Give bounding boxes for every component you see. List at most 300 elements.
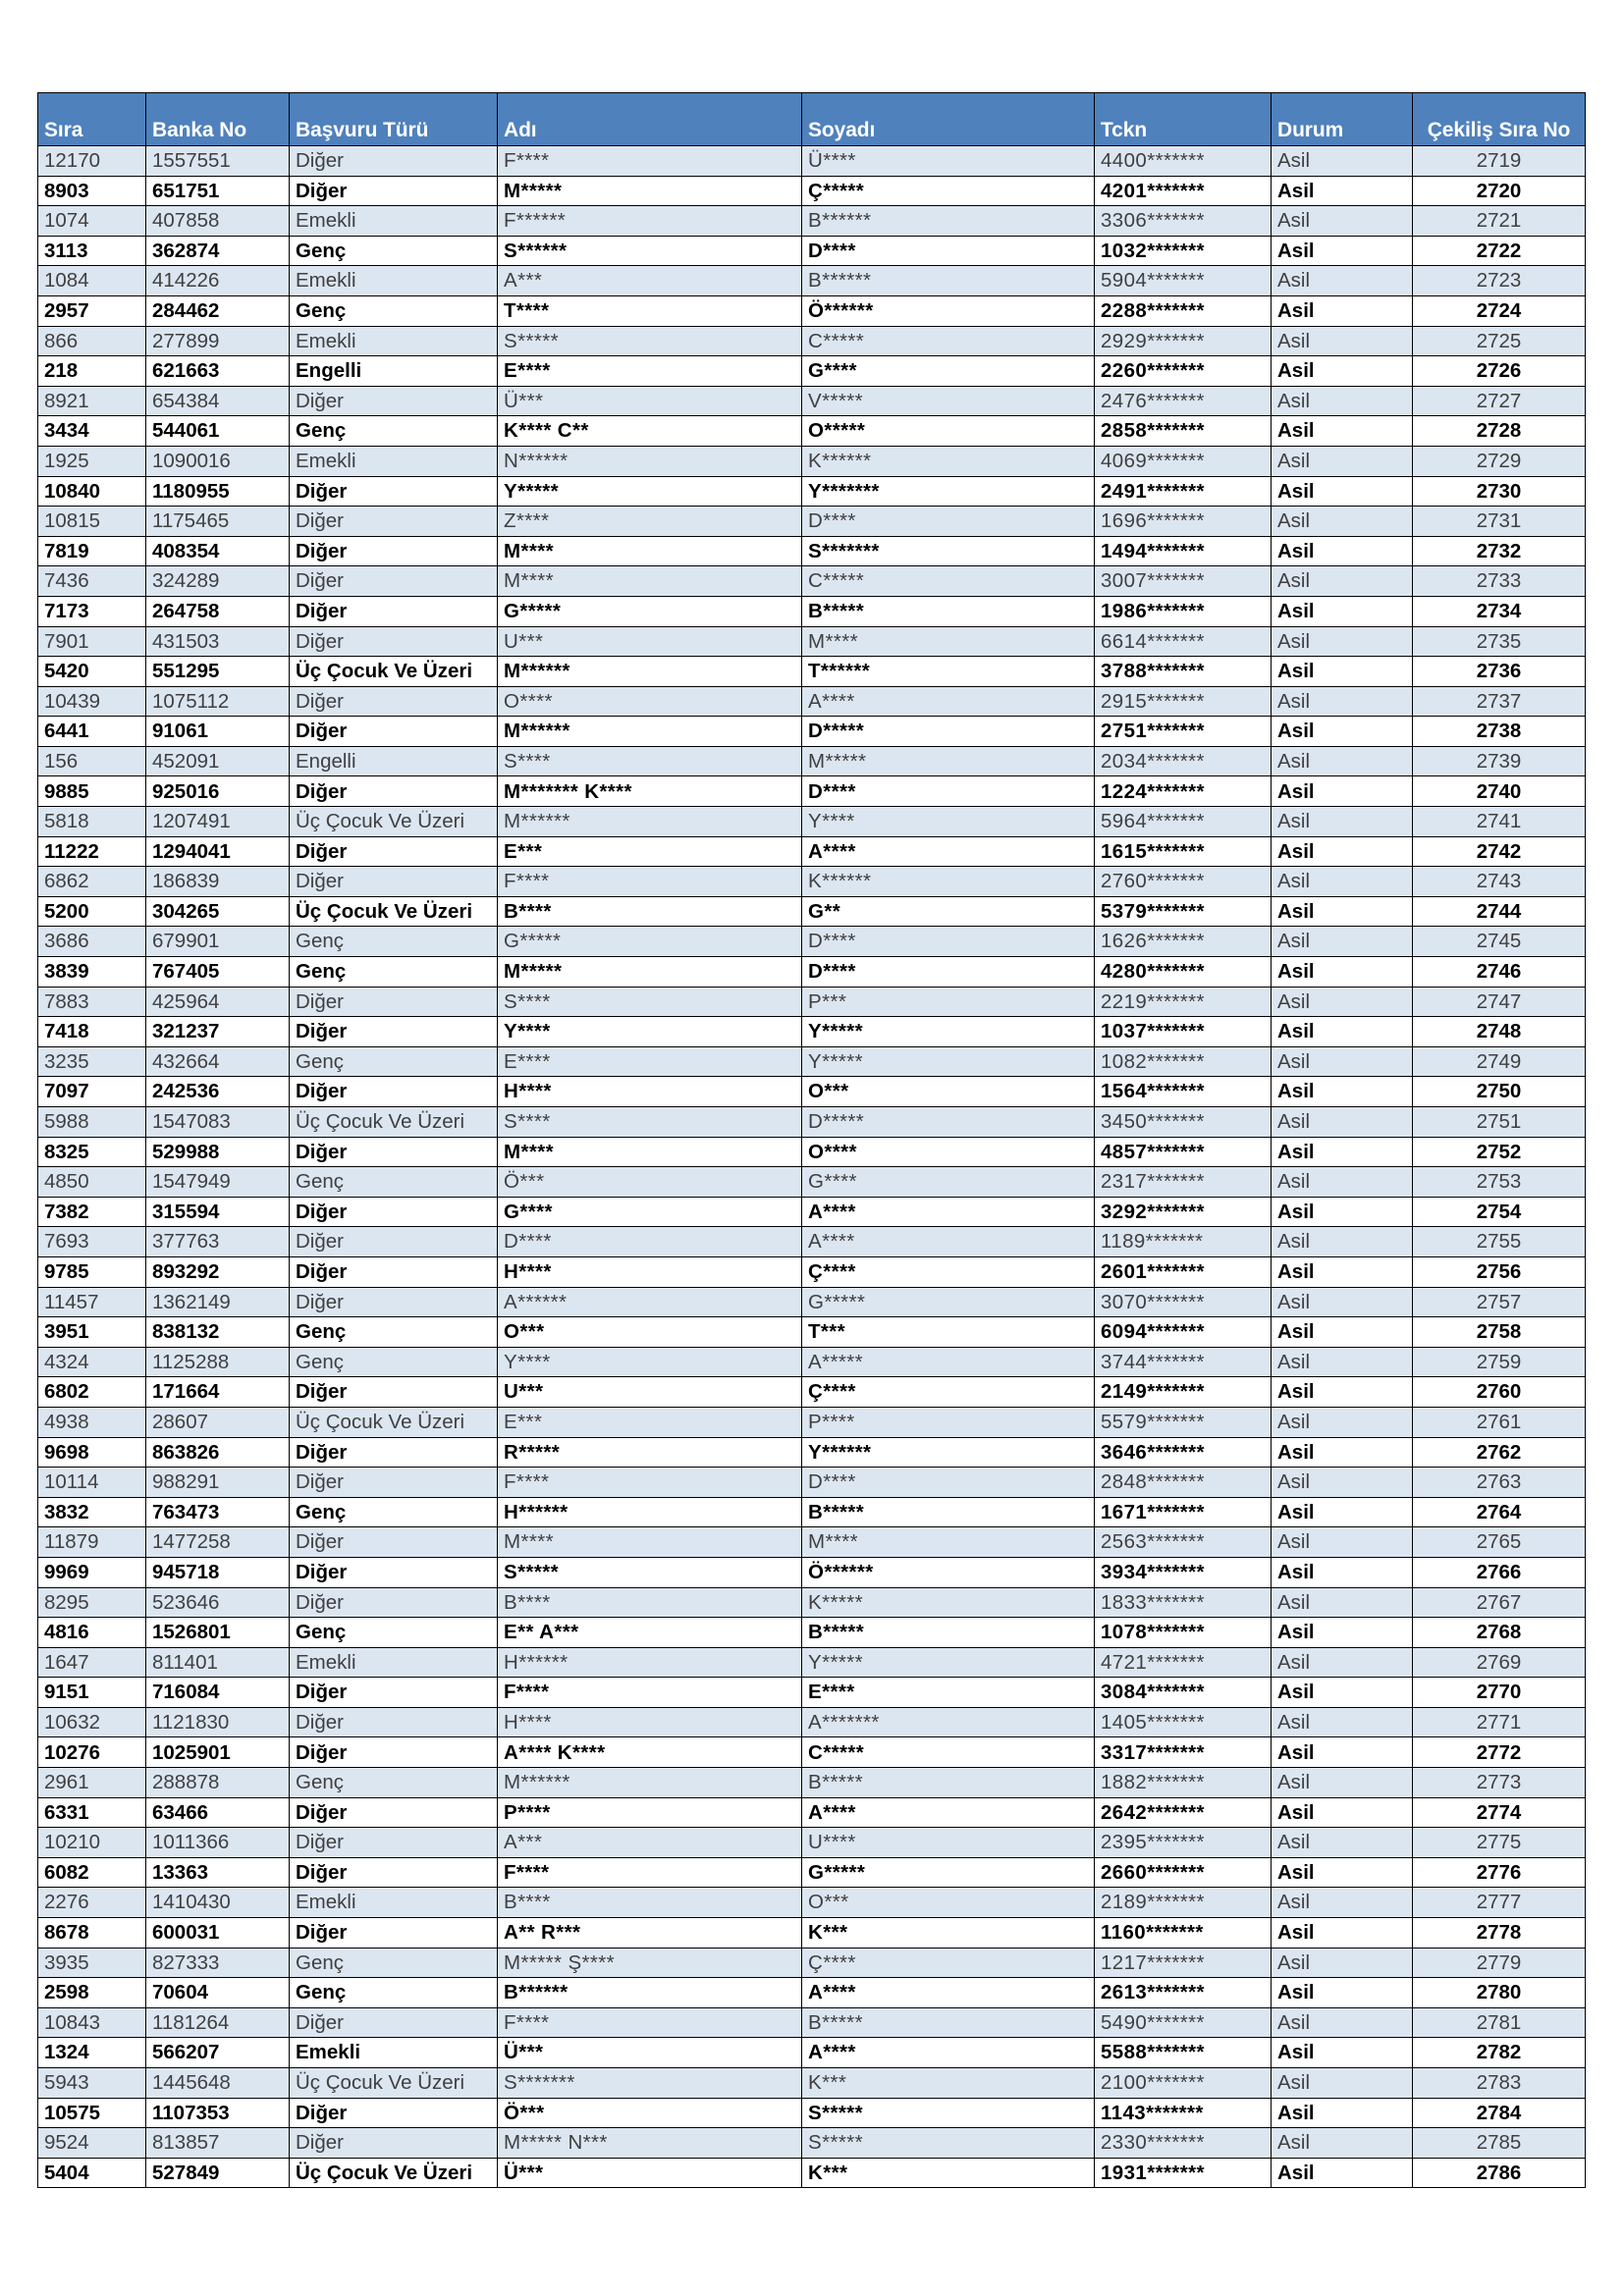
cell-durum: Asil [1272,266,1413,296]
cell-soyadi: Ç**** [802,1948,1095,1978]
column-header-cekilis[interactable]: Çekiliş Sıra No [1413,93,1586,146]
cell-banka: 988291 [146,1468,290,1498]
cell-basvuru: Genç [290,1317,498,1348]
table-row[interactable] [38,1678,1586,1708]
cell-cekilis: 2726 [1413,356,1586,387]
table-row[interactable] [38,596,1586,626]
cell-basvuru: Diğer [290,1707,498,1737]
column-header-soyadi[interactable]: Soyadı [802,93,1095,146]
table-row[interactable] [38,686,1586,717]
cell-adi: M****** [498,657,802,687]
cell-banka: 600031 [146,1918,290,1949]
cell-durum: Asil [1272,1618,1413,1648]
cell-adi: R***** [498,1437,802,1468]
cell-banka: 1526801 [146,1618,290,1648]
column-header-banka[interactable]: Banka No [146,93,290,146]
cell-basvuru: Diğer [290,566,498,597]
cell-soyadi: T*** [802,1317,1095,1348]
cell-basvuru: Üç Çocuk Ve Üzeri [290,2068,498,2099]
table-row[interactable] [38,536,1586,566]
cell-soyadi: A**** [802,686,1095,717]
cell-cekilis: 2746 [1413,957,1586,988]
cell-basvuru: Diğer [290,2128,498,2159]
table-row[interactable] [38,987,1586,1017]
cell-sira: 11222 [38,836,146,867]
table-row[interactable] [38,236,1586,266]
cell-banka: 945718 [146,1557,290,1587]
cell-adi: D**** [498,1227,802,1257]
cell-soyadi: B***** [802,1618,1095,1648]
cell-basvuru: Diğer [290,626,498,657]
cell-soyadi: K****** [802,446,1095,476]
cell-basvuru: Üç Çocuk Ve Üzeri [290,896,498,927]
table-row[interactable] [38,1978,1586,2008]
cell-banka: 767405 [146,957,290,988]
table-row[interactable] [38,146,1586,177]
cell-basvuru: Diğer [290,717,498,747]
column-header-basvuru[interactable]: Başvuru Türü [290,93,498,146]
table-row[interactable] [38,1287,1586,1317]
cell-basvuru: Diğer [290,146,498,177]
cell-adi: Ü*** [498,2158,802,2188]
cell-basvuru: Diğer [290,1527,498,1558]
column-header-tckn[interactable]: Tckn [1095,93,1272,146]
table-row[interactable] [38,746,1586,776]
cell-basvuru: Diğer [290,1828,498,1858]
cell-cekilis: 2743 [1413,867,1586,897]
cell-cekilis: 2757 [1413,1287,1586,1317]
cell-sira: 4850 [38,1167,146,1198]
cell-tckn: 1564******* [1095,1077,1272,1107]
cell-durum: Asil [1272,1948,1413,1978]
cell-cekilis: 2778 [1413,1918,1586,1949]
cell-tckn: 4069******* [1095,446,1272,476]
cell-tckn: 2915******* [1095,686,1272,717]
column-header-adi[interactable]: Adı [498,93,802,146]
cell-adi: B**** [498,896,802,927]
cell-soyadi: M***** [802,746,1095,776]
table-row[interactable] [38,1768,1586,1798]
table-row[interactable] [38,1618,1586,1648]
cell-tckn: 1037******* [1095,1017,1272,1047]
table-row[interactable] [38,1107,1586,1138]
table-row[interactable] [38,2098,1586,2128]
table-row[interactable] [38,1948,1586,1978]
table-row[interactable] [38,1918,1586,1949]
cell-durum: Asil [1272,927,1413,957]
cell-tckn: 4857******* [1095,1137,1272,1167]
cell-sira: 9785 [38,1256,146,1287]
cell-tckn: 3934******* [1095,1557,1272,1587]
table-row[interactable] [38,1587,1586,1618]
cell-tckn: 4400******* [1095,146,1272,177]
cell-sira: 10210 [38,1828,146,1858]
cell-banka: 1362149 [146,1287,290,1317]
table-row[interactable] [38,1497,1586,1527]
cell-tckn: 1032******* [1095,236,1272,266]
cell-tckn: 1143******* [1095,2098,1272,2128]
cell-soyadi: B***** [802,2007,1095,2038]
cell-banka: 1125288 [146,1347,290,1377]
table-row[interactable] [38,717,1586,747]
cell-durum: Asil [1272,536,1413,566]
table-row[interactable] [38,1647,1586,1678]
table-row[interactable] [38,1227,1586,1257]
cell-sira: 5988 [38,1107,146,1138]
table-row[interactable] [38,1797,1586,1828]
cell-sira: 5200 [38,896,146,927]
cell-durum: Asil [1272,2038,1413,2068]
cell-banka: 242536 [146,1077,290,1107]
cell-cekilis: 2739 [1413,746,1586,776]
cell-basvuru: Diğer [290,686,498,717]
table-row[interactable] [38,1197,1586,1227]
table-row[interactable] [38,2128,1586,2159]
cell-durum: Asil [1272,1046,1413,1077]
table-row[interactable] [38,1137,1586,1167]
cell-tckn: 2260******* [1095,356,1272,387]
cell-banka: 1090016 [146,446,290,476]
table-row[interactable] [38,927,1586,957]
cell-durum: Asil [1272,416,1413,447]
cell-durum: Asil [1272,896,1413,927]
cell-sira: 1074 [38,206,146,237]
table-row[interactable] [38,416,1586,447]
cell-soyadi: S******* [802,536,1095,566]
table-body [38,146,1586,2188]
cell-tckn: 2288******* [1095,295,1272,326]
cell-sira: 1925 [38,446,146,476]
cell-sira: 10843 [38,2007,146,2038]
cell-sira: 5818 [38,807,146,837]
cell-sira: 7436 [38,566,146,597]
cell-adi: M***** [498,176,802,206]
table-row[interactable] [38,1377,1586,1408]
cell-banka: 425964 [146,987,290,1017]
cell-soyadi: Y***** [802,1647,1095,1678]
cell-cekilis: 2779 [1413,1948,1586,1978]
cell-cekilis: 2759 [1413,1347,1586,1377]
cell-basvuru: Diğer [290,1137,498,1167]
table-row[interactable] [38,1468,1586,1498]
table-row[interactable] [38,176,1586,206]
table-row[interactable] [38,1527,1586,1558]
cell-soyadi: D**** [802,927,1095,957]
table-row[interactable] [38,867,1586,897]
table-row[interactable] [38,446,1586,476]
cell-soyadi: U**** [802,1828,1095,1858]
cell-cekilis: 2737 [1413,686,1586,717]
cell-banka: 1025901 [146,1737,290,1768]
cell-tckn: 1615******* [1095,836,1272,867]
table-row[interactable] [38,1437,1586,1468]
cell-basvuru: Diğer [290,1077,498,1107]
cell-basvuru: Üç Çocuk Ve Üzeri [290,807,498,837]
cell-basvuru: Diğer [290,1918,498,1949]
cell-soyadi: A**** [802,1227,1095,1257]
cell-adi: H**** [498,1077,802,1107]
cell-cekilis: 2780 [1413,1978,1586,2008]
cell-banka: 284462 [146,295,290,326]
cell-sira: 5404 [38,2158,146,2188]
cell-banka: 925016 [146,776,290,807]
cell-sira: 3839 [38,957,146,988]
cell-adi: S****** [498,236,802,266]
table-row[interactable] [38,1017,1586,1047]
cell-durum: Asil [1272,1918,1413,1949]
cell-adi: S******* [498,2068,802,2099]
cell-soyadi: K*** [802,2068,1095,2099]
cell-soyadi: A**** [802,2038,1095,2068]
cell-tckn: 1224******* [1095,776,1272,807]
table-header-row [38,93,1586,146]
cell-soyadi: A******* [802,1707,1095,1737]
cell-durum: Asil [1272,746,1413,776]
cell-adi: Y***** [498,476,802,507]
cell-durum: Asil [1272,356,1413,387]
cell-tckn: 1833******* [1095,1587,1272,1618]
cell-cekilis: 2723 [1413,266,1586,296]
cell-soyadi: O*** [802,1077,1095,1107]
table-row[interactable] [38,1857,1586,1888]
cell-sira: 7097 [38,1077,146,1107]
table-row[interactable] [38,1737,1586,1768]
table-row[interactable] [38,476,1586,507]
cell-tckn: 2601******* [1095,1256,1272,1287]
table-row[interactable] [38,1046,1586,1077]
cell-sira: 10575 [38,2098,146,2128]
cell-adi: E**** [498,1046,802,1077]
cell-soyadi: E**** [802,1678,1095,1708]
cell-tckn: 3646******* [1095,1437,1272,1468]
table-row[interactable] [38,1828,1586,1858]
table-row[interactable] [38,1557,1586,1587]
cell-soyadi: Y******* [802,476,1095,507]
cell-tckn: 1082******* [1095,1046,1272,1077]
cell-adi: H****** [498,1497,802,1527]
cell-soyadi: Ç**** [802,1377,1095,1408]
cell-basvuru: Diğer [290,1256,498,1287]
cell-durum: Asil [1272,686,1413,717]
cell-adi: E** A*** [498,1618,802,1648]
cell-sira: 218 [38,356,146,387]
cell-tckn: 2929******* [1095,326,1272,356]
cell-adi: N****** [498,446,802,476]
cell-sira: 11879 [38,1527,146,1558]
table-row[interactable] [38,807,1586,837]
cell-sira: 866 [38,326,146,356]
cell-basvuru: Diğer [290,1227,498,1257]
table-row[interactable] [38,386,1586,416]
cell-durum: Asil [1272,1707,1413,1737]
table-row[interactable] [38,1077,1586,1107]
cell-banka: 1294041 [146,836,290,867]
cell-sira: 3832 [38,1497,146,1527]
cell-cekilis: 2775 [1413,1828,1586,1858]
cell-soyadi: C***** [802,566,1095,597]
cell-cekilis: 2770 [1413,1678,1586,1708]
cell-adi: A****** [498,1287,802,1317]
cell-cekilis: 2762 [1413,1437,1586,1468]
cell-tckn: 3070******* [1095,1287,1272,1317]
table-row[interactable] [38,2158,1586,2188]
cell-adi: Ö*** [498,1167,802,1198]
cell-durum: Asil [1272,1828,1413,1858]
table-row[interactable] [38,2068,1586,2099]
table-row[interactable] [38,1317,1586,1348]
cell-sira: 1084 [38,266,146,296]
cell-soyadi: P*** [802,987,1095,1017]
cell-basvuru: Emekli [290,266,498,296]
cell-cekilis: 2731 [1413,507,1586,537]
cell-durum: Asil [1272,1377,1413,1408]
cell-adi: G**** [498,1197,802,1227]
cell-tckn: 2395******* [1095,1828,1272,1858]
cell-tckn: 2848******* [1095,1468,1272,1498]
cell-banka: 91061 [146,717,290,747]
cell-tckn: 3450******* [1095,1107,1272,1138]
cell-adi: M****** [498,717,802,747]
cell-adi: F**** [498,1857,802,1888]
cell-durum: Asil [1272,507,1413,537]
cell-adi: A*** [498,266,802,296]
cell-tckn: 3788******* [1095,657,1272,687]
cell-soyadi: S***** [802,2128,1095,2159]
cell-adi: S**** [498,987,802,1017]
column-header-sira[interactable]: Sıra [38,93,146,146]
cell-basvuru: Diğer [290,536,498,566]
table-row[interactable] [38,776,1586,807]
cell-adi: G***** [498,927,802,957]
cell-cekilis: 2767 [1413,1587,1586,1618]
cell-banka: 811401 [146,1647,290,1678]
table-row[interactable] [38,626,1586,657]
cell-adi: M***** Ş**** [498,1948,802,1978]
table-row[interactable] [38,326,1586,356]
cell-banka: 13363 [146,1857,290,1888]
table-row[interactable] [38,1407,1586,1437]
table-row[interactable] [38,1888,1586,1918]
cell-cekilis: 2724 [1413,295,1586,326]
cell-adi: Ü*** [498,386,802,416]
cell-adi: B**** [498,1888,802,1918]
cell-soyadi: B****** [802,206,1095,237]
cell-banka: 621663 [146,356,290,387]
table-row[interactable] [38,1256,1586,1287]
cell-soyadi: C***** [802,326,1095,356]
cell-durum: Asil [1272,146,1413,177]
table-row[interactable] [38,896,1586,927]
cell-tckn: 3292******* [1095,1197,1272,1227]
cell-basvuru: Diğer [290,1737,498,1768]
cell-soyadi: C***** [802,1737,1095,1768]
cell-banka: 716084 [146,1678,290,1708]
cell-tckn: 5588******* [1095,2038,1272,2068]
table-row[interactable] [38,1167,1586,1198]
table-row[interactable] [38,1347,1586,1377]
cell-soyadi: G***** [802,1857,1095,1888]
cell-adi: Y**** [498,1347,802,1377]
cell-basvuru: Diğer [290,2007,498,2038]
cell-durum: Asil [1272,987,1413,1017]
table-row[interactable] [38,657,1586,687]
cell-soyadi: K*** [802,1918,1095,1949]
cell-banka: 1181264 [146,2007,290,2038]
table-row[interactable] [38,266,1586,296]
cell-durum: Asil [1272,1857,1413,1888]
cell-durum: Asil [1272,657,1413,687]
table-row[interactable] [38,836,1586,867]
cell-tckn: 2751******* [1095,717,1272,747]
cell-soyadi: O*** [802,1888,1095,1918]
cell-basvuru: Genç [290,1167,498,1198]
table-row[interactable] [38,1707,1586,1737]
cell-soyadi: Y***** [802,1017,1095,1047]
cell-tckn: 2034******* [1095,746,1272,776]
cell-adi: M******* K**** [498,776,802,807]
cell-sira: 6082 [38,1857,146,1888]
cell-sira: 8921 [38,386,146,416]
cell-basvuru: Diğer [290,1557,498,1587]
cell-sira: 6441 [38,717,146,747]
cell-tckn: 2642******* [1095,1797,1272,1828]
cell-durum: Asil [1272,386,1413,416]
table-row[interactable] [38,507,1586,537]
cell-banka: 1445648 [146,2068,290,2099]
cell-tckn: 2760******* [1095,867,1272,897]
cell-soyadi: Ç***** [802,176,1095,206]
cell-adi: U*** [498,1377,802,1408]
cell-cekilis: 2735 [1413,626,1586,657]
cell-soyadi: K****** [802,867,1095,897]
cell-adi: M***** [498,957,802,988]
cell-durum: Asil [1272,2158,1413,2188]
cell-tckn: 6094******* [1095,1317,1272,1348]
cell-sira: 8903 [38,176,146,206]
cell-tckn: 5379******* [1095,896,1272,927]
cell-cekilis: 2748 [1413,1017,1586,1047]
cell-tckn: 4201******* [1095,176,1272,206]
cell-tckn: 2317******* [1095,1167,1272,1198]
cell-durum: Asil [1272,2128,1413,2159]
table-row[interactable] [38,2038,1586,2068]
column-header-durum[interactable]: Durum [1272,93,1413,146]
cell-sira: 2961 [38,1768,146,1798]
cell-durum: Asil [1272,1256,1413,1287]
table-row[interactable] [38,566,1586,597]
cell-cekilis: 2761 [1413,1407,1586,1437]
table-row[interactable] [38,2007,1586,2038]
cell-sira: 10840 [38,476,146,507]
cell-cekilis: 2766 [1413,1557,1586,1587]
cell-tckn: 1217******* [1095,1948,1272,1978]
cell-tckn: 2476******* [1095,386,1272,416]
cell-tckn: 3317******* [1095,1737,1272,1768]
table-row[interactable] [38,295,1586,326]
cell-banka: 1121830 [146,1707,290,1737]
cell-durum: Asil [1272,1468,1413,1498]
table-row[interactable] [38,957,1586,988]
cell-adi: O*** [498,1317,802,1348]
table-row[interactable] [38,206,1586,237]
table-row[interactable] [38,356,1586,387]
cell-basvuru: Emekli [290,326,498,356]
cell-banka: 529988 [146,1137,290,1167]
cell-adi: F****** [498,206,802,237]
cell-durum: Asil [1272,1527,1413,1558]
cell-soyadi: B***** [802,1768,1095,1798]
cell-tckn: 2563******* [1095,1527,1272,1558]
